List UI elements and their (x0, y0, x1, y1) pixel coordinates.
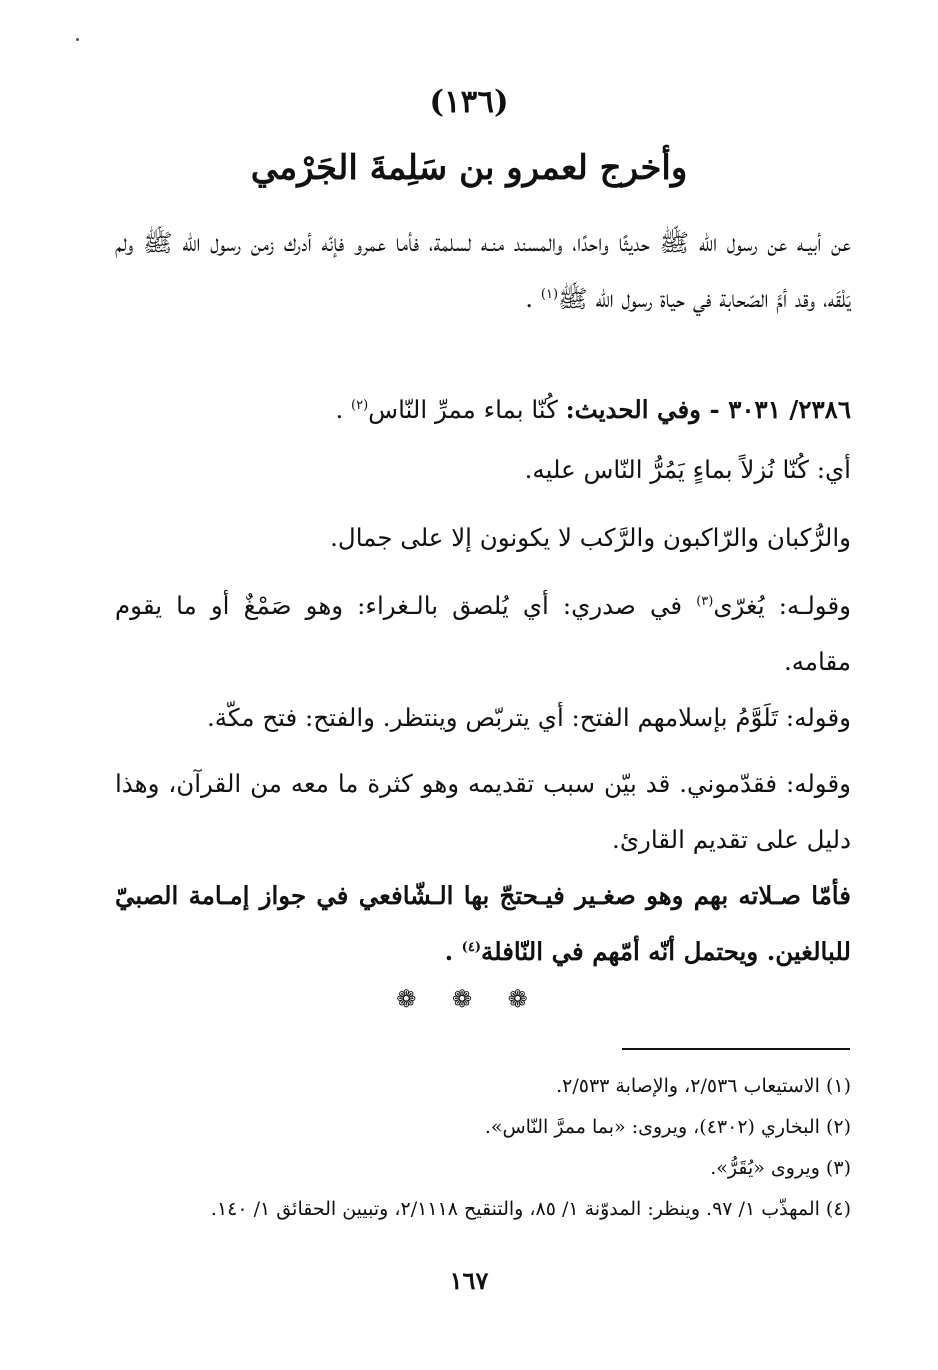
paragraph-talawwam: وقوله: تَلَوَّمُ بإسلامهم الفتح: أي يتربّص وينتظر. والفتح: فتح مكّة. (206, 703, 851, 732)
paragraph-intro-text: عن أبيـه عن رسول الله ﷺ حديثًا واحدًا، والمسند منـه لسلمة، فأما عمرو فإنّه أدرك زمن رسول الله ﷺ ولم يَلْقَه، وقد أمَّ الصّحابة في حياة رسول الله ﷺ (115, 228, 851, 313)
footnote-marker-2: (٢) (351, 397, 369, 413)
paragraph-yughra-start: وقولـه: يُغرّى (713, 591, 851, 620)
scan-speck (76, 38, 79, 41)
paragraph-yughra-rest: في صدري: أي يُلصق بالـغراء: وهو صَمْغٌ أو ما يقوم مقامه. (115, 591, 851, 676)
footnote-4: (٤) المهذّب ١/ ٩٧. وينظر: المدوّنة ١/ ٨٥، والتنقيح ٢/١١١٨، وتبيين الحقائق ١/ ١٤٠. (210, 1198, 851, 1220)
section-title: وأخرج لعمرو بن سَلِمةَ الجَرْمي (250, 148, 688, 188)
footnote-divider (622, 1048, 850, 1050)
paragraph-salat-end: . (444, 937, 462, 966)
paragraph-intro-end: . (525, 284, 541, 313)
footnotes (115, 1066, 851, 1230)
hadith-text: كُنّا بماء ممرِّ النّاس (368, 395, 566, 424)
hadith-end: . (335, 395, 352, 424)
footnote-marker-3: (٣) (696, 593, 714, 609)
hadith-entry (115, 382, 851, 438)
paragraph-yughra (115, 578, 851, 690)
footnote-2: (٢) البخاري (٤٣٠٢)، ويروى: «بما ممرَّ النّاس». (484, 1116, 851, 1138)
paragraph-salat (115, 868, 851, 980)
footnote-3: (٣) ويروى «يُقَرُّ». (710, 1157, 851, 1179)
footnote-marker-1: (١) (540, 286, 559, 302)
paragraph-intro (115, 215, 851, 327)
paragraph-riders: والرُّكبان والرّاكبون والرَّكب لا يكونون إلا على جمال. (330, 523, 851, 552)
page-number: ١٦٧ (449, 1266, 489, 1295)
section-number: (١٣٦) (429, 84, 509, 120)
paragraph-meaning: أي: كُنّا نُزلاً بماءٍ يَمُرُّ النّاس عليه. (524, 455, 851, 484)
footnote-marker-4: (٤) (461, 939, 481, 955)
footnote-1: (١) الاستيعاب ٢/٥٣٦، والإصابة ٢/٥٣٣. (556, 1075, 851, 1097)
paragraph-qaddamuni: وقوله: فقدّموني. قد بيّن سبب تقديمه وهو كثرة ما معه من القرآن، وهذا دليل على تقديم القارئ. (115, 769, 851, 854)
hadith-number: ٢٣٨٦/ ٣٠٣١ - وفي الحديث: (565, 395, 851, 424)
paragraph-salat-text: فأمّا صـلاته بهم وهو صغـير فيـحتجّ بها الـشّافعي في جواز إمـامة الصبيّ للبالغين. ويحتمل أنّه أمّهم في النّافلة (115, 881, 851, 966)
section-separator: ❁ ❁ ❁ (396, 985, 542, 1013)
